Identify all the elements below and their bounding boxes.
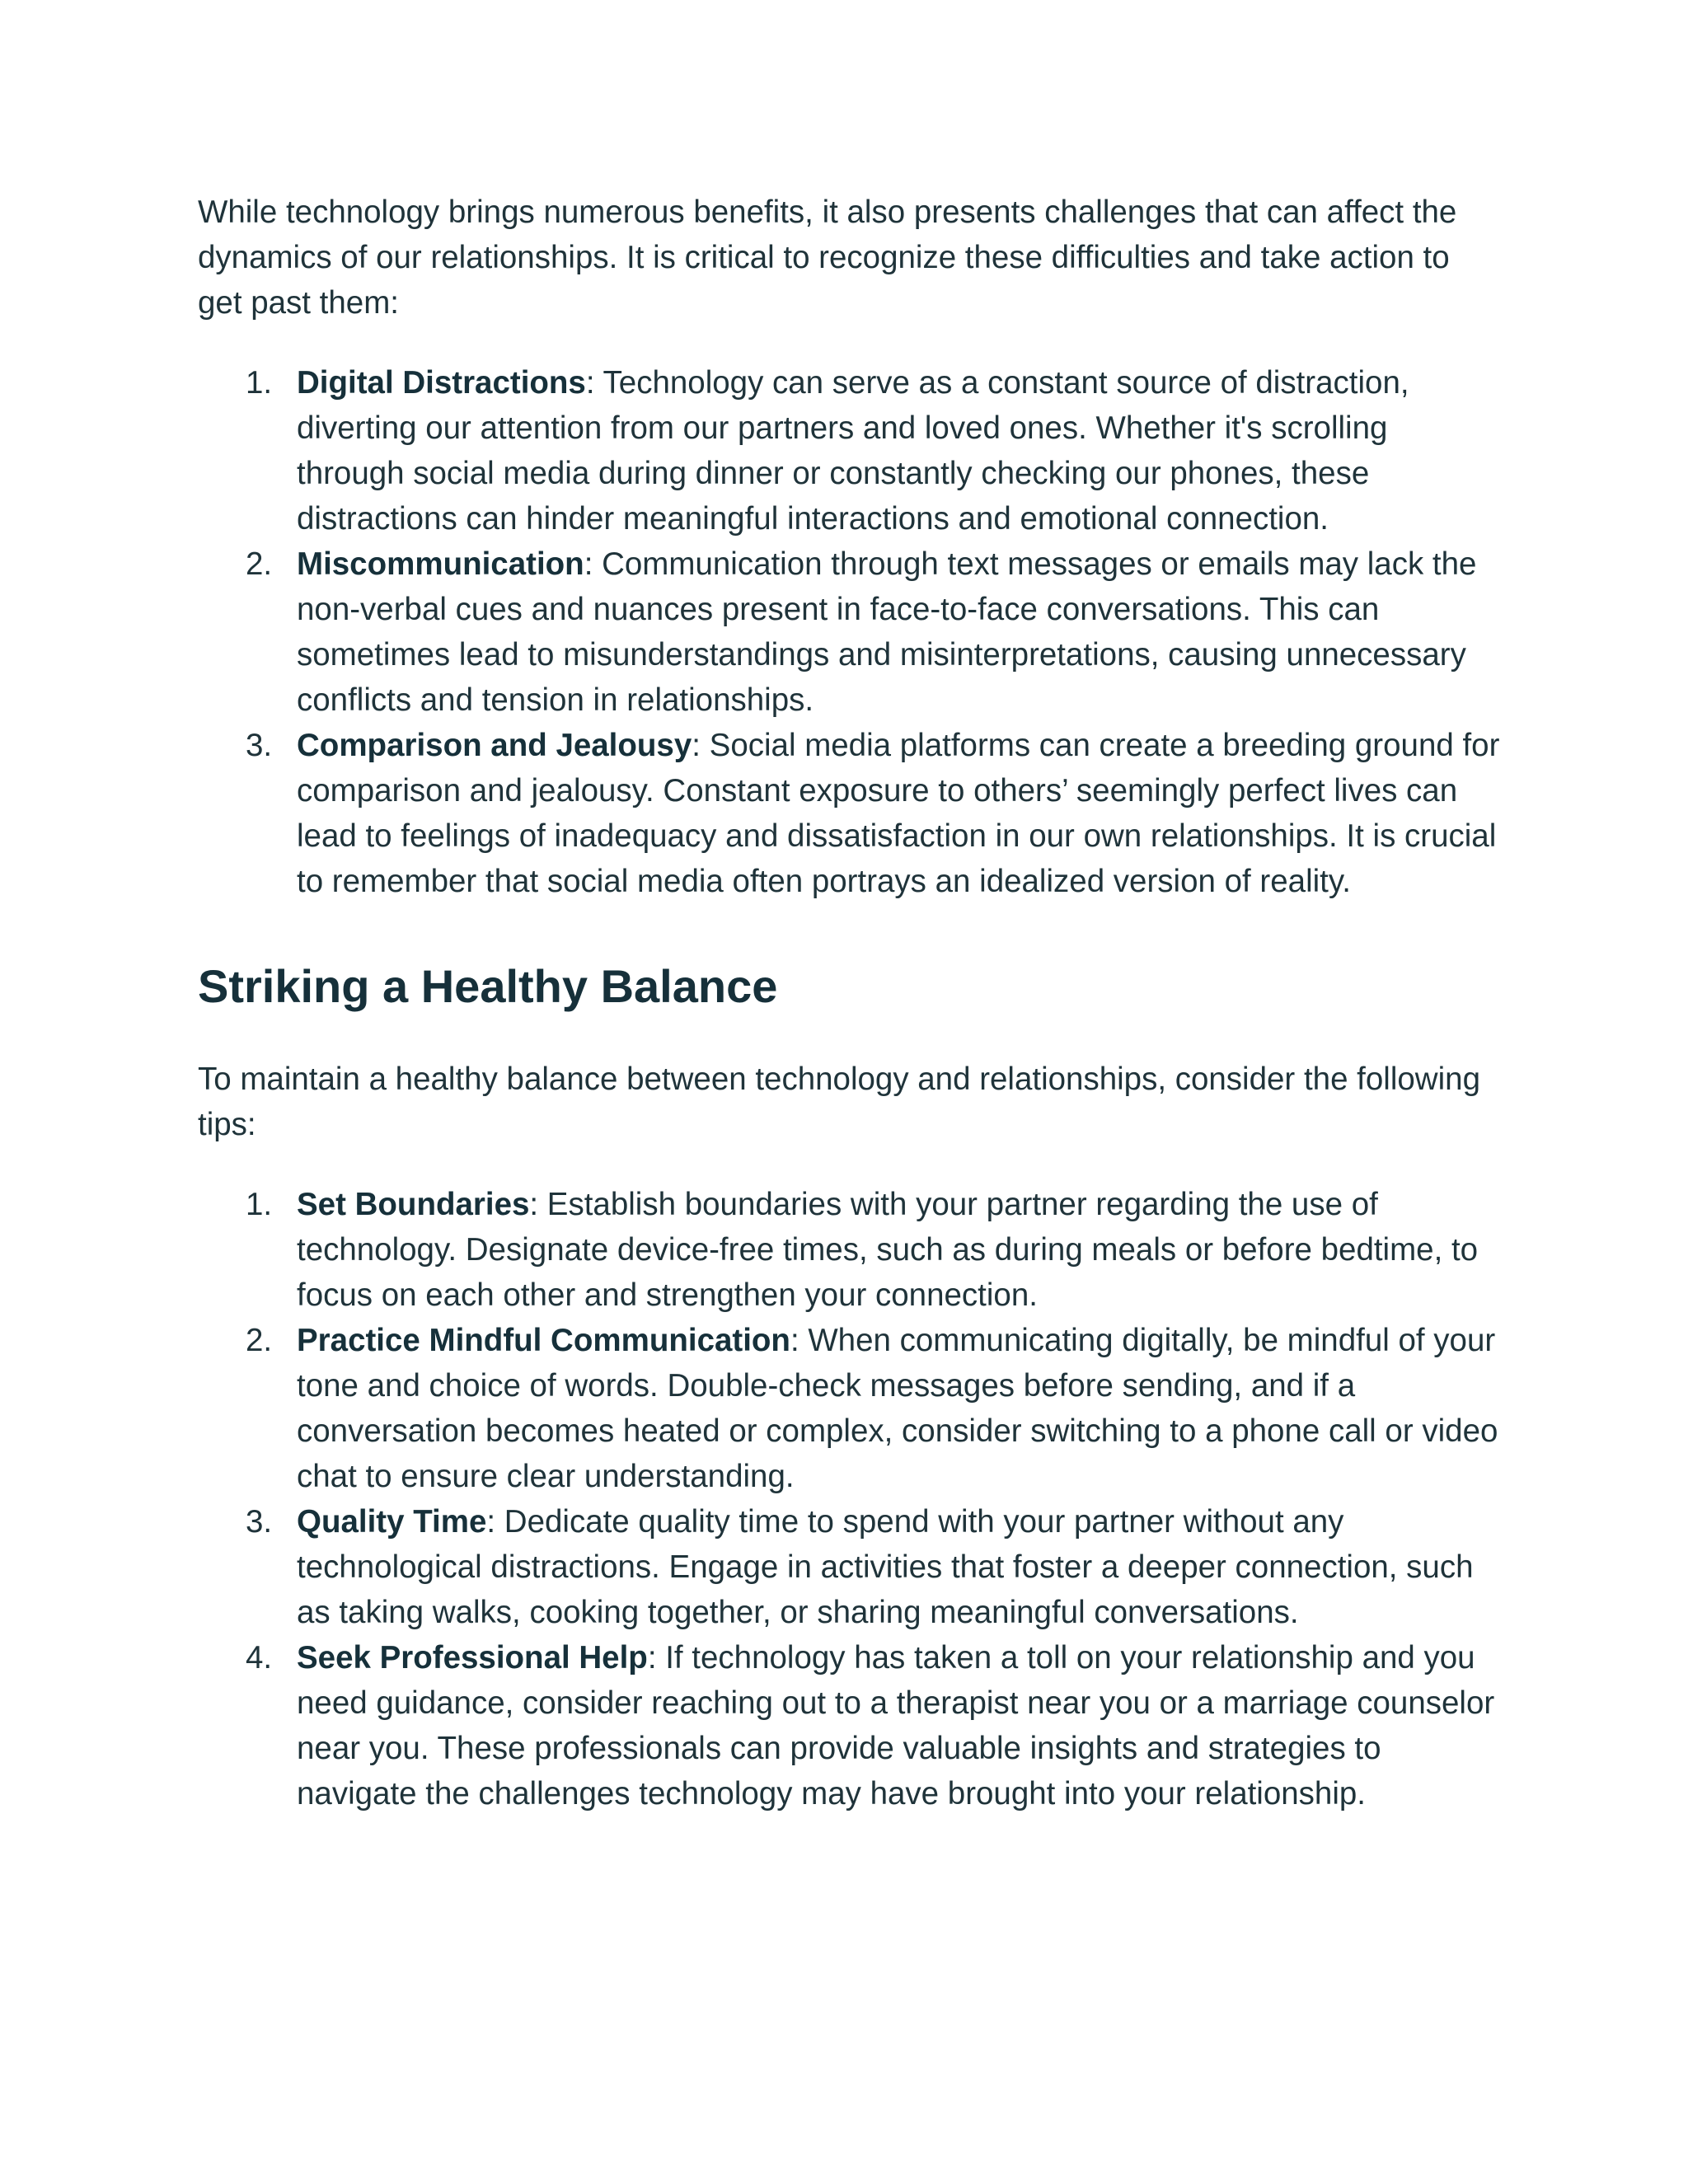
- list-item: [198, 1182, 1500, 1318]
- list-text: : Dedicate quality time to spend with your partner without any technological distractions. Engage in activities that foster a deeper connection, such as taking walks, cooking together, or sharing meaningful conversations.: [297, 1504, 1474, 1630]
- list-text: : Communication through text messages or emails may lack the non-verbal cues and nuances present in face-to-face conversations. This can sometimes lead to misunderstandings and misinterpretations, causing unnecessary conflicts and tension in relationships.: [297, 546, 1477, 718]
- intro-paragraph: While technology brings numerous benefits, it also presents challenges that can affect the dynamics of our relationships. It is critical to recognize these difficulties and take action to get past them:: [198, 194, 1457, 321]
- list-number: 1.: [246, 1187, 273, 1222]
- list-term: Practice Mindful Communication: [297, 1323, 790, 1358]
- list-text: : If technology has taken a toll on your relationship and you need guidance, consider reaching out to a therapist near you or a marriage counselor near you. These professionals can provide valuable insights and strategies to navigate the challenges technology may have brought into your relationship.: [297, 1640, 1495, 1811]
- list-term: Comparison and Jealousy: [297, 728, 692, 763]
- list-item: [198, 360, 1500, 541]
- list-number: 3.: [246, 728, 273, 763]
- list-number: 1.: [246, 365, 273, 401]
- list-term: Seek Professional Help: [297, 1640, 648, 1675]
- list-text: : Technology can serve as a constant source of distraction, diverting our attention from our partners and loved ones. Whether it's scrolling through social media during dinner or constantly checking our phones, these distractions can hinder meaningful interactions and emotional connection.: [297, 365, 1409, 537]
- list-text: : Social media platforms can create a breeding ground for comparison and jealousy. Constant exposure to others’ seemingly perfect lives can lead to feelings of inadequacy and dissatisfaction in our own relationships. It is crucial to remember that social media often portrays an idealized version of reality.: [297, 728, 1500, 899]
- balance-paragraph: To maintain a healthy balance between technology and relationships, consider the following tips:: [198, 1062, 1480, 1142]
- list-item: [198, 1635, 1500, 1816]
- list-number: 3.: [246, 1504, 273, 1540]
- list-item: [198, 723, 1500, 904]
- list-term: Digital Distractions: [297, 365, 586, 401]
- list-term: Miscommunication: [297, 546, 584, 582]
- list-item: [198, 1318, 1500, 1499]
- section-heading: Striking a Healthy Balance: [198, 960, 778, 1012]
- tips-list: [198, 1182, 1500, 1816]
- list-item: [198, 1499, 1500, 1635]
- list-item: [198, 541, 1500, 723]
- list-number: 4.: [246, 1640, 273, 1675]
- list-text: : When communicating digitally, be mindful of your tone and choice of words. Double-check messages before sending, and if a conversation becomes heated or complex, consider switching to a phone call or video chat to ensure clear understanding.: [297, 1323, 1498, 1494]
- list-number: 2.: [246, 546, 273, 582]
- document-page: [198, 190, 1500, 1816]
- list-text: : Establish boundaries with your partner regarding the use of technology. Designate device-free times, such as during meals or before bedtime, to focus on each other and strengthen your connection.: [297, 1187, 1479, 1313]
- list-term: Set Boundaries: [297, 1187, 530, 1222]
- list-number: 2.: [246, 1323, 273, 1358]
- challenges-list: [198, 360, 1500, 904]
- list-term: Quality Time: [297, 1504, 487, 1540]
